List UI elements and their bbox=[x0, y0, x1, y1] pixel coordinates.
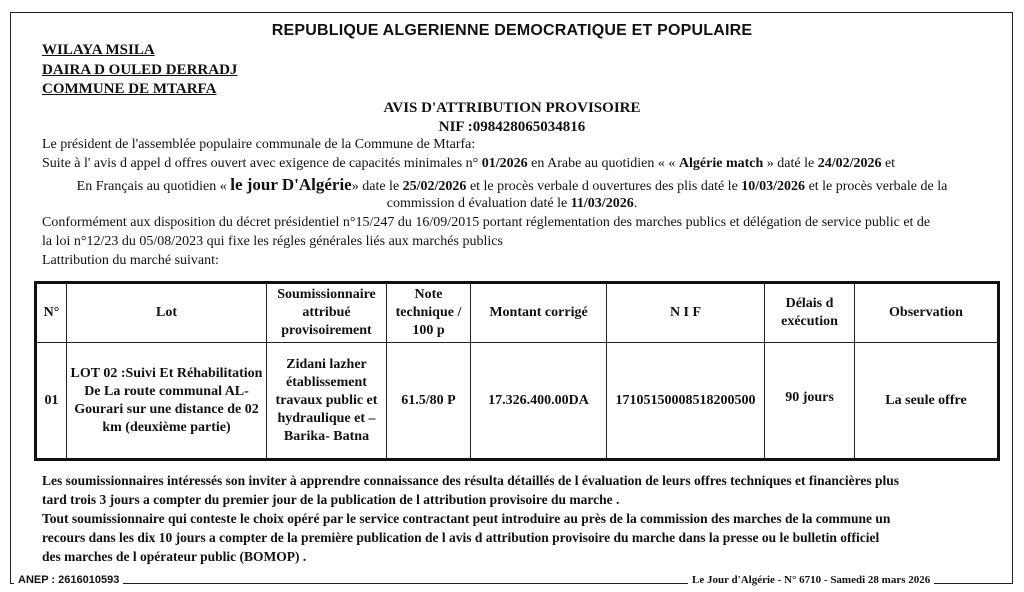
republic-title: REPUBLIQUE ALGERIENNE DEMOCRATIQUE ET POPULAIRE bbox=[271, 22, 753, 39]
header-nif: N I F bbox=[607, 283, 765, 343]
footer-p2-line1: Tout soumissionnaire qui conteste le choix opéré par le service contractant peut introduire au près de la commission des marches de la commune un bbox=[42, 511, 891, 526]
evaluation-line: commission d évaluation daté le 11/03/2026. bbox=[386, 196, 638, 211]
row-num: 01 bbox=[36, 343, 67, 460]
publication-reference: Le Jour d'Algérie - N° 6710 - Samedi 28 mars 2026 bbox=[688, 574, 934, 586]
row-delay: 90 jours bbox=[765, 343, 855, 460]
header-lot: Lot bbox=[67, 283, 267, 343]
row-amount: 17.326.400.00DA bbox=[471, 343, 607, 460]
table-row bbox=[36, 343, 999, 460]
row-observation: La seule offre bbox=[855, 343, 999, 460]
header-amount: Montant corrigé bbox=[471, 283, 607, 343]
commune-label: COMMUNE DE MTARFA bbox=[42, 81, 217, 97]
notice-title: AVIS D'ATTRIBUTION PROVISOIRE bbox=[383, 100, 641, 116]
table-header-row bbox=[36, 283, 999, 343]
row-lot: LOT 02 :Suivi Et Réhabilitation De La route communal AL-Gourari sur une distance de 02 km (deuxième partie) bbox=[67, 343, 267, 460]
attribution-line: Lattribution du marché suivant: bbox=[42, 253, 219, 268]
header-bidder: Soumissionnaire attribué provisoirement bbox=[267, 283, 387, 343]
anep-reference: ANEP : 2616010593 bbox=[14, 574, 123, 586]
law-line: la loi n°12/23 du 05/08/2023 qui fixe les régles générales liés aux marchés publics bbox=[42, 234, 503, 249]
footer-p2-line3: des marches de l opérateur public (BOMOP) . bbox=[42, 549, 307, 564]
decree-line: Conformément aux disposition du décret présidentiel n°15/247 du 16/09/2015 portant réglementation des marches publics et délégation de service public et de bbox=[42, 215, 931, 230]
wilaya-label: WILAYA MSILA bbox=[42, 42, 155, 58]
daira-label: DAIRA D OULED DERRADJ bbox=[42, 62, 238, 78]
row-nif: 171051500085182005​00 bbox=[607, 343, 765, 460]
row-note: 61.5/80 P bbox=[387, 343, 471, 460]
notice-nif: NIF :098428065034816 bbox=[438, 119, 586, 135]
tender-line: Suite à l' avis d appel d offres ouvert avec exigence de capacités minimales n° 01/2026 en Arabe au quotidien « « Algérie match » daté le 24/02/2026 et bbox=[42, 156, 896, 171]
header-note: Note technique / 100 p bbox=[387, 283, 471, 343]
intro-line: Le président de l'assemblée populaire communale de la Commune de Mtarfa: bbox=[42, 137, 476, 152]
footer-p1-line1: Les soumissionnaires intéressés son inviter à apprendre connaissance des résulta détaillés de l évaluation de leurs offres techniques et financières plus bbox=[42, 473, 900, 488]
header-delay: Délais d exécution bbox=[765, 283, 855, 343]
attribution-table bbox=[34, 281, 1000, 461]
row-bidder: Zidani lazher établissement travaux public et hydraulique et – Barika- Batna bbox=[267, 343, 387, 460]
footer-p2-line2: recours dans les dix 10 jours a compter de la première publication de l avis d attribution provisoire du marche dans la presse ou le bulletin officiel bbox=[42, 530, 880, 545]
footer-p1-line2: tard trois 3 jours a compter du premier jour de la publication de l attribution provisoire du marche . bbox=[42, 492, 620, 507]
header-observation: Observation bbox=[855, 283, 999, 343]
french-paper-line: En Français au quotidien « le jour D'Algérie» date le 25/02/2026 et le procès verbale d ouvertures des plis daté le 10/03/2026 et le procès verbale de la bbox=[76, 175, 948, 194]
header-num: N° bbox=[36, 283, 67, 343]
